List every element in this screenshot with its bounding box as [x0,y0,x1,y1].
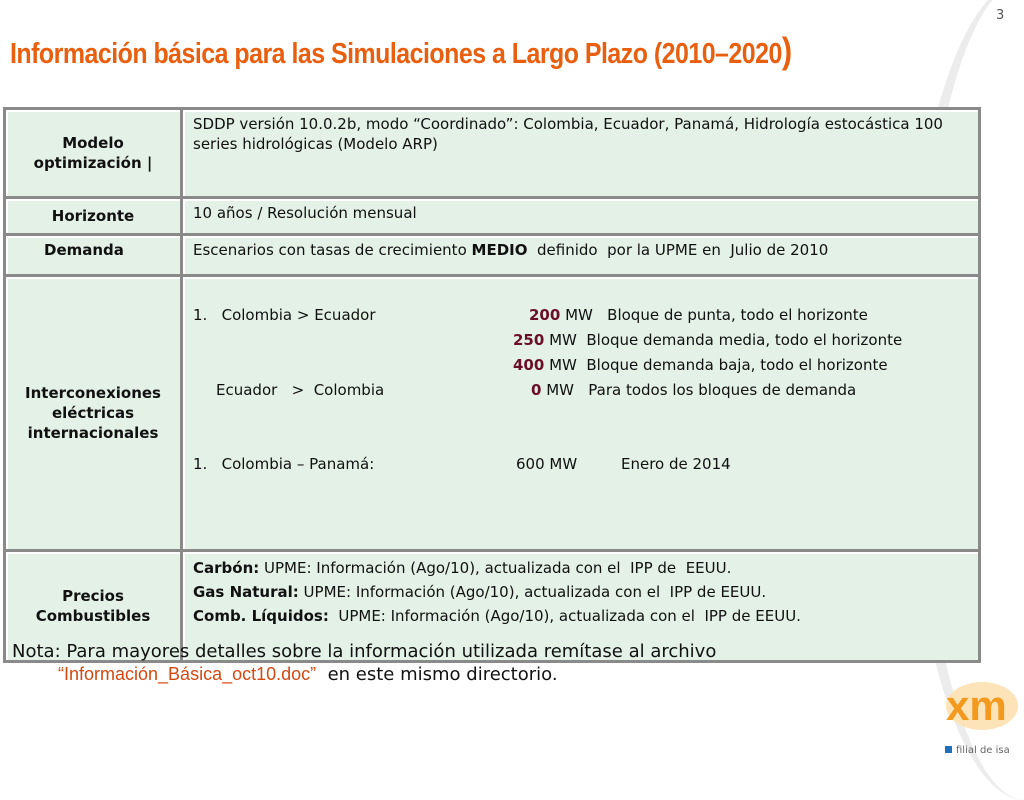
title-text: Información básica para las Simulaciones a Largo Plazo (2010–2020 [10,38,782,70]
table-row [5,235,980,276]
row-value-interconexiones [182,276,980,551]
fuel-label: Comb. Líquidos: [193,607,329,625]
row-label-horizonte: Horizonte [5,198,182,235]
intercon-route: 1. Colombia – Panamá: [193,455,375,473]
label-line: Modelo [62,134,124,152]
logo-tagline [945,745,1010,756]
intercon-line [193,380,968,405]
intercon-capacity [531,380,856,400]
fuel-label: Carbón: [193,559,260,577]
intercon-capacity [513,355,888,375]
intercon-line [193,355,968,380]
capacity-number: 250 [513,331,545,349]
row-label-demanda: Demanda [5,235,182,276]
file-reference: “Información_Básica_oct10.doc” [58,664,317,684]
intercon-capacity [513,330,902,350]
capacity-text: MW Bloque demanda baja, todo el horizonte [544,356,888,374]
fuel-line [193,604,968,628]
fuel-text: UPME: Información (Ago/10), actualizada con el IPP de EEUU. [259,559,732,577]
label-line: Interconexiones [25,384,161,402]
title-close-paren: ) [781,30,792,71]
capacity-text: MW Bloque de punta, todo el horizonte [560,306,868,324]
fuel-line [193,556,968,580]
label-line: internacionales [27,424,159,442]
demanda-bold: MEDIO [471,241,528,259]
intercon-line [193,454,968,479]
intercon-route: 1. Colombia > Ecuador [193,306,376,324]
intercon-capacity: 600 MW [516,455,578,473]
info-table [3,107,981,663]
note-line1: Nota: Para mayores detalles sobre la información utilizada remítase al archivo [12,641,717,662]
footnote [12,640,716,686]
page-title [10,30,792,72]
row-label-modelo [5,109,182,198]
capacity-text: MW Para todos los bloques de demanda [541,381,857,399]
capacity-number: 0 [531,381,542,399]
row-value-demanda [182,235,980,276]
demanda-text: Escenarios con tasas de crecimiento [193,241,472,259]
label-line: Combustibles [35,607,151,625]
isa-square-icon [945,746,952,753]
capacity-number: 400 [513,356,545,374]
intercon-capacity [529,305,868,325]
fuel-text: UPME: Información (Ago/10), actualizada con el IPP de EEUU. [298,583,767,601]
row-label-interconexiones [5,276,182,551]
capacity-text: MW Bloque demanda media, todo el horizonte [544,331,903,349]
row-value-horizonte: 10 años / Resolución mensual [182,198,980,235]
fuel-label: Gas Natural: [193,583,299,601]
table-row [5,276,980,551]
fuel-line [193,580,968,604]
label-line: eléctricas [51,404,135,422]
note-tail: en este mismo directorio. [316,664,558,685]
capacity-number: 200 [529,306,561,324]
row-value-modelo: SDDP versión 10.0.2b, modo “Coordinado”: Colombia, Ecuador, Panamá, Hidrología estocástica 100 series hidrológicas (Modelo ARP) [182,109,980,198]
note-line2 [12,663,716,686]
slide-number: 3 [996,8,1005,23]
xm-logo [938,676,1020,734]
label-line: optimización | [33,154,153,172]
intercon-route: Ecuador > Colombia [216,381,385,399]
intercon-line [193,305,968,330]
table-row [5,198,980,235]
label-line: Precios [62,587,124,605]
table-row [5,109,980,198]
demanda-text: definido por la UPME en Julio de 2010 [527,241,829,259]
intercon-line [193,330,968,355]
fuel-text: UPME: Información (Ago/10), actualizada con el IPP de EEUU. [328,607,801,625]
tagline-text: filial de isa [956,745,1010,756]
intercon-date: Enero de 2014 [621,455,731,473]
logo-text: xm [946,682,1007,729]
